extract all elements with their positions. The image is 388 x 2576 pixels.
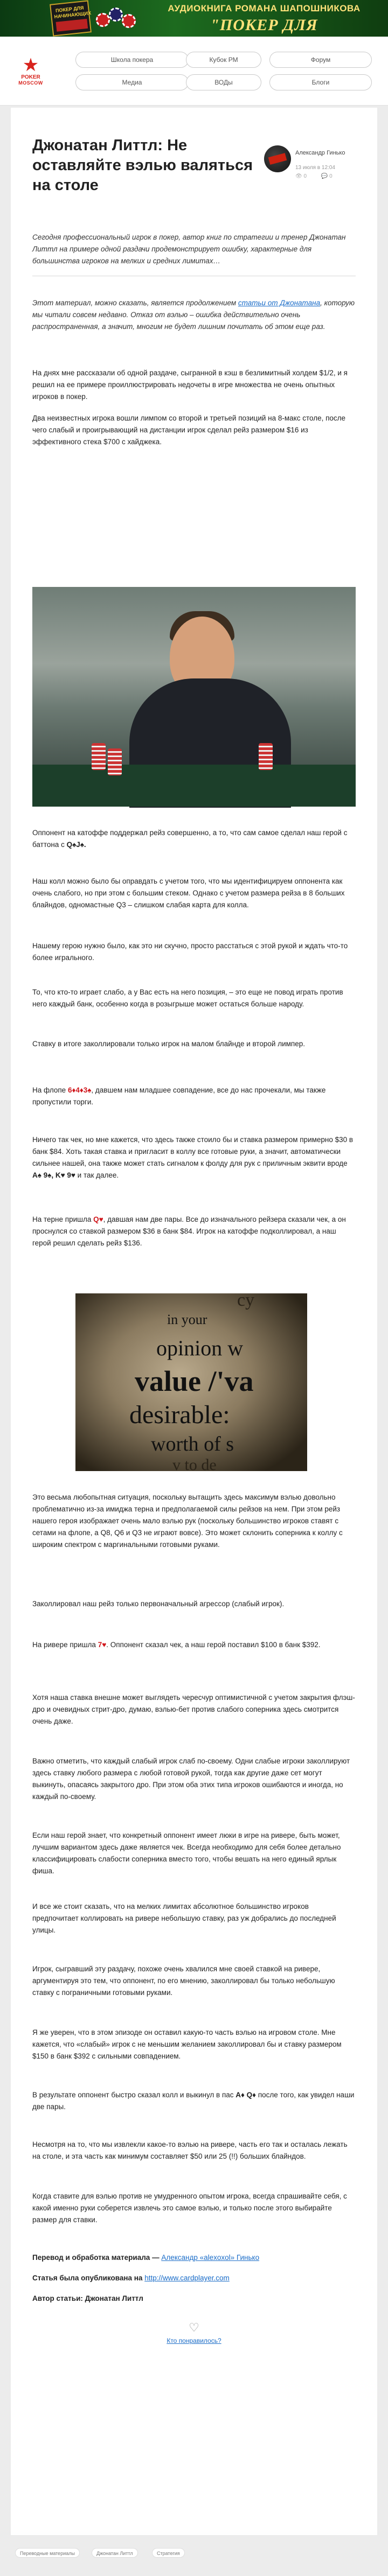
paragraph: Нашему герою нужно было, как это ни скучно, просто расстаться с этой рукой и ждать что-то более игрального. — [32, 942, 348, 962]
banner-line2: "ПОКЕР ДЛЯ — [210, 16, 318, 34]
folded-cards: A♦ Q♦ — [235, 2091, 257, 2099]
paragraph: Ничего так чек, но мне кажется, что здесь также стоило бы и ставка размером примерно $30 в банк $84. Хоть такая ставка и пригласит в коллу все готовые руки, а значит, автоматически сильнее нашей, она также может стать сигналом к фолду для рук с приличным эквити вроде A♠ 9♠, K♥ 9♥ и так далее. — [32, 1136, 354, 1179]
source-link[interactable]: http://www.cardplayer.com — [144, 2274, 230, 2282]
views-icon: 👁 0 — [295, 173, 307, 179]
tag[interactable]: Переводные материалы — [15, 2548, 80, 2558]
flop-cards: 6♦4♦3♠ — [67, 1086, 92, 1094]
paragraph: На флопе 6♦4♦3♠, давшем нам младшее совпадение, все до нас прочекали, мы также пропустили торги. — [32, 1086, 326, 1106]
paragraph: Ставку в итоге заколлировали только игрок на малом блайнде и второй лимпер. — [32, 1040, 305, 1048]
paragraph: На ривере пришла 7♥. Оппонент сказал чек, а наш герой поставил $100 в банк $392. — [32, 1641, 321, 1649]
hand-cards: Q♠J♠. — [66, 841, 86, 849]
nav-vods[interactable]: ВОДы — [186, 74, 261, 90]
like-icon[interactable]: ♡ — [189, 2321, 199, 2334]
paragraph: То, что кто-то играет слабо, а у Вас есть на него позиция, – это еще не повод играть против него каждый банк, особенно когда в розыгрыше может остаться больше народу. — [32, 988, 343, 1008]
chips-decoration — [96, 5, 139, 32]
post-stats — [295, 173, 345, 179]
author-block — [264, 145, 366, 178]
paragraph: Оппонент на катоффе поддержал рейз совершенно, а то, что сам самое сделал наш герой с баттона с Q♠J♠. — [32, 829, 348, 849]
player-photo — [32, 587, 356, 807]
paragraph: Я же уверен, что в этом эпизоде он оставил какую-то часть вэлью на игровом столе. Мне кажется, что «слабый» игрок с не меньшим желанием заколлировал бы и ставку размером $150 в банк $392 с сильными совпадением. — [32, 2028, 342, 2060]
paragraph: Если наш герой знает, что конкретный оппонент имеет люки в игре на ривере, быть может, лучшим вариантом здесь даже является чек. Всегда необходимо для себя более детально классифицировать слабости соперника вместо того, чтобы вешать на него единый ярлык фиша. — [32, 1831, 341, 1875]
book-title: ПОКЕР ДЛЯ НАЧИНАЮЩИХ — [54, 5, 92, 20]
dictionary-photo: cy in your opinion w value /'va desirable: worth of s v to de — [75, 1293, 307, 1471]
star-icon: ★ — [22, 55, 39, 75]
article-card — [11, 108, 377, 2535]
intro-paragraph: Этот материал, можно сказать, является продолжением статьи от Джонатана, которую мы читали совсем недавно. Отказ от вэлью – ошибка действительно очень распространенная, а значит, многим не будет лишним почитать об этом еще раз. — [32, 299, 355, 331]
site-header — [0, 37, 388, 106]
paragraph: Заколлировал наш рейз только первоначальный агрессор (слабый игрок). — [32, 1600, 285, 1608]
paragraph: Два неизвестных игрока вошли лимпом со второй и третьей позиций на 8-макс столе, после чего слабый и проигрывающий на дистанции игрок сделал рейз размером $16 из эффективного стека $700 с хайджека. — [32, 414, 346, 446]
turn-card: Q♥ — [93, 1215, 103, 1223]
paragraph: Это весьма любопытная ситуация, поскольку вытащить здесь максимум вэлью довольно проблематично из-за имиджа терна и предполагаемой силы рейзов на нем. При этом рейз нашего героя изображает очень мало вэлью рук (поскольку большинство игроков ставят с сетами на флопе, а Q8, Q6 и Q3 не играют вовсе). Это может склонить соперника к коллу с широким спектром с маргинальными готовыми руками. — [32, 1493, 343, 1549]
paragraph: И все же стоит сказать, что на мелких лимитах абсолютное большинство игроков предпочитает коллировать на ривере небольшую ставку, раз уж добрались до последней улицы. — [32, 1902, 336, 1934]
credit-author: Автор статьи: Джонатан Литтл — [32, 2294, 143, 2302]
avatar[interactable] — [264, 145, 291, 172]
post-date: 13 июля в 12:04 — [295, 165, 335, 171]
paragraph: Когда ставите для вэлью против не умудренного опытом игрока, всегда спрашивайте себя, с какой именно руки соберется извлечь это самое вэлью, и только после этого выбирайте размер для ставки. — [32, 2192, 347, 2224]
nav-school[interactable]: Школа покера — [75, 52, 189, 68]
tags-bar — [11, 2542, 377, 2563]
like-widget — [32, 2321, 356, 2344]
nav-media[interactable]: Медиа — [75, 74, 189, 90]
tag[interactable]: Стратегия — [152, 2548, 185, 2558]
audiobook-cover — [50, 0, 92, 36]
comments-icon: 💬 0 — [321, 173, 332, 179]
paragraph: Хотя наша ставка внешне может выглядеть чересчур оптимистичной с учетом закрытия флэш-дро и очевидных стрит-дро, думаю, вэлью-бет против слабого соперника здесь смотрится очень даже. — [32, 1693, 355, 1725]
tag[interactable]: Джонатан Литтл — [92, 2548, 138, 2558]
paragraph: На терне пришла Q♥, давшая нам две пары. Все до изначального рейзера сказали чек, а он проснулся со ставкой размером $36 в банк $84. Игрок на катоффе подколлировал, а наш герой решил сделать рейз $136. — [32, 1215, 346, 1247]
site-logo[interactable]: ★ POKER MOSCOW — [15, 56, 46, 86]
nav-forum[interactable]: Форум — [269, 52, 372, 68]
previous-article-link[interactable]: статьи от Джонатана — [238, 299, 321, 307]
nav-cup[interactable]: Кубок РМ — [186, 52, 261, 68]
promo-banner[interactable] — [0, 0, 388, 37]
paragraph: Несмотря на то, что мы извлекли какое-то вэлью на ривере, часть его так и осталась лежать на столе, и эта часть как минимум составляет $50 или 25 (!!) больших блайндов. — [32, 2140, 348, 2160]
author-name[interactable]: Александр Гинько — [295, 150, 345, 156]
credit-source: Статья была опубликована на http://www.cardplayer.com — [32, 2274, 230, 2282]
article-title: Джонатан Литтл: Не оставляйте вэлью валяться на столе — [32, 137, 253, 194]
translator-link[interactable]: Александр «alexoxol» Гинько — [161, 2253, 260, 2262]
lead-paragraph: Сегодня профессиональный игрок в покер, автор книг по стратегии и тренер Джонатан Литтл на примере одной раздачи продемонстрирует ошибку, характерные для большинства игроков на мелких и средних лимитах… — [32, 233, 346, 265]
likers-link[interactable]: Кто понравилось? — [167, 2337, 221, 2344]
paragraph: Важно отметить, что каждый слабый игрок слаб по-своему. Одни слабые игроки заколлируют здесь ставку любого размера с любой готовой рукой, тогда как другие даже сет могут выкинуть, опасаясь закрытого дро. При этом оба этих типа игроков ошибаются и иногда, но каждый по-своему. — [32, 1757, 350, 1801]
nav-blogs[interactable]: Блоги — [269, 74, 372, 90]
paragraph: На днях мне рассказали об одной раздаче, сыгранной в кэш в безлимитный холдем $1/2, и я решил на ее примере проиллюстрировать недочеты в игре множества не очень опытных игроков в покер. — [32, 369, 348, 401]
paragraph: В результате оппонент быстро сказал колл и выкинул в пас A♦ Q♦ после того, как увидел наши две пары. — [32, 2091, 355, 2111]
banner-line1: АУДИОКНИГА РОМАНА ШАПОШНИКОВА — [168, 3, 361, 13]
river-card: 7♥ — [98, 1641, 107, 1649]
credit-translation: Перевод и обработка материала — Александр «alexoxol» Гинько — [32, 2253, 260, 2262]
paragraph: Игрок, сыгравший эту раздачу, похоже очень хвалился мне своей ставкой на ривере, аргументируя это тем, что оппонент, по его мнению, заколлировал бы только небольшую ставку с пограничными готовыми руками. — [32, 1965, 335, 1997]
paragraph: Наш колл можно было бы оправдать с учетом того, что мы идентифицируем оппонента как очень слабого, но при этом с большим стеком. Однако с учетом размера рейза в 8 больших блайндов, одномастные Q3 – слишком слабая карта для колла. — [32, 877, 345, 909]
equity-hands: A♠ 9♠, K♥ 9♥ — [32, 1171, 75, 1179]
